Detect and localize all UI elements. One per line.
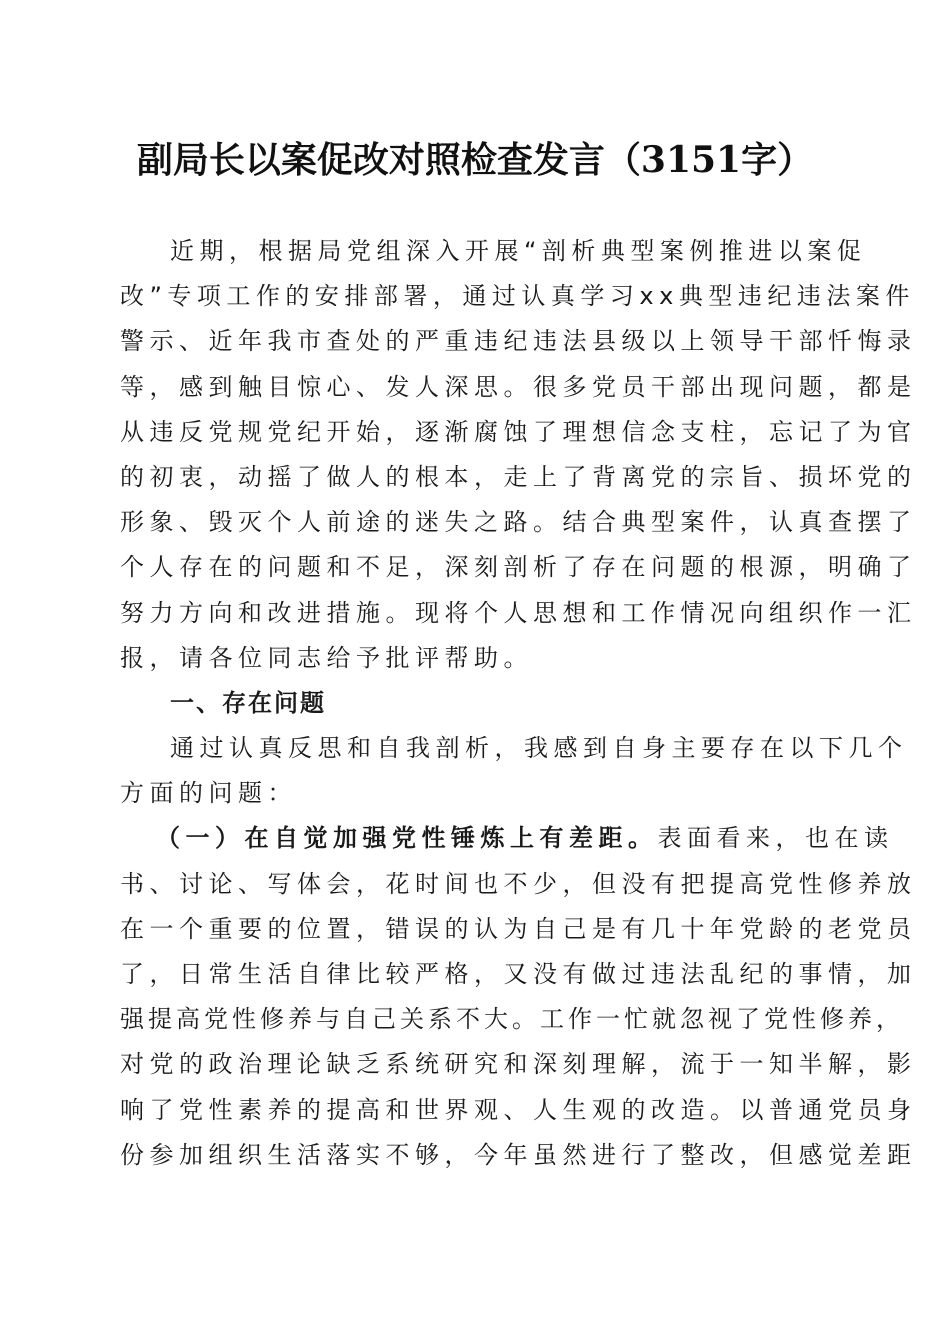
- text-line: 在一个重要的位置，错误的认为自己是有几十年党龄的老党员: [120, 914, 917, 943]
- intro-paragraph: [120, 229, 917, 681]
- text-line: 报，请各位同志给予批评帮助。: [120, 643, 533, 672]
- text-line: 了，日常生活自律比较严格，又没有做过违法乱纪的事情，加: [120, 960, 917, 988]
- text-line: 近期，根据局党组深入开展“剖析典型案例推进以案促: [170, 237, 867, 265]
- text-line: 书、讨论、写体会，花时间也不少，但没有把提高党性修养放: [120, 869, 917, 898]
- section-heading: [120, 681, 825, 726]
- heading-text: 一、存在问题: [170, 688, 326, 717]
- text-line: 改”专项工作的安排部署，通过认真学习xx典型违纪违法案件: [120, 282, 915, 311]
- text-line: 份参加组织生活落实不够，今年虽然进行了整改，但感觉差距: [120, 1140, 917, 1169]
- text-line: 形象、毁灭个人前途的迷失之路。结合典型案件，认真查摆了: [120, 508, 917, 537]
- subsection-one: [120, 816, 917, 1178]
- text-line: 的初衷，动摇了做人的根本，走上了背离党的宗旨、损坏党的: [120, 462, 917, 491]
- text-line: 方面的问题：: [120, 779, 297, 808]
- subsection-lead: （一）在自觉加强党性锤炼上有差距。: [156, 824, 658, 853]
- text-line: 从违反党规党纪开始，逐渐腐蚀了理想信念支柱，忘记了为官: [120, 417, 917, 446]
- document-title: 副局长以案促改对照检查发言（3151字）: [136, 139, 814, 181]
- document-body: [120, 229, 917, 1178]
- text-line: 通过认真反思和自我剖析，我感到自身主要存在以下几个: [170, 734, 908, 763]
- text-line: 个人存在的问题和不足，深刻剖析了存在问题的根源，明确了: [120, 553, 917, 582]
- text-line: [120, 816, 894, 861]
- problems-intro-paragraph: [120, 726, 908, 816]
- text-line: 等，感到触目惊心、发人深思。很多党员干部出现问题，都是: [120, 372, 917, 401]
- text-line: 努力方向和改进措施。现将个人思想和工作情况向组织作一汇: [120, 598, 917, 627]
- text-line: 警示、近年我市查处的严重违纪违法县级以上领导干部忏悔录: [120, 327, 917, 356]
- text-line: 对党的政治理论缺乏系统研究和深刻理解，流于一知半解，影: [120, 1050, 917, 1079]
- text-line: 响了党性素养的提高和世界观、人生观的改造。以普通党员身: [120, 1095, 917, 1124]
- text-line: 强提高党性修养与自己关系不大。工作一忙就忽视了党性修养，: [120, 1005, 904, 1034]
- subsection-lead-continuation: 表面看来，也在读: [657, 824, 894, 853]
